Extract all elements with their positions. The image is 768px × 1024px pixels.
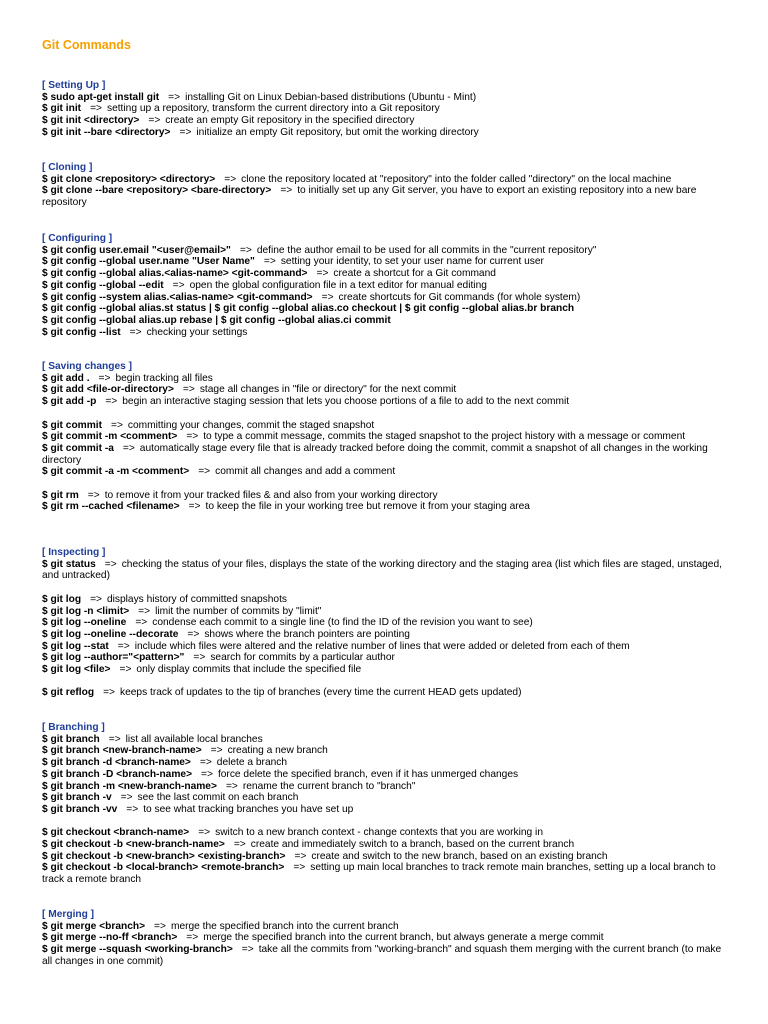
command-description: clone the repository located at "repository" into the folder called "directory" on the local machine xyxy=(241,173,672,185)
command-description: create shortcuts for Git commands (for whole system) xyxy=(338,291,581,303)
command-text: $ git merge <branch> xyxy=(42,920,146,932)
command-description: checking your settings xyxy=(146,326,248,338)
command-text: $ git checkout -b <new-branch-name> xyxy=(42,839,225,851)
arrow-separator: => xyxy=(198,827,211,839)
command-text: $ git config --global alias.st status | $ git config --global alias.co checkout | $ git config --global alias.br branch xyxy=(42,303,575,315)
command-text: $ git log --oneline --decorate xyxy=(42,628,179,640)
command-line xyxy=(42,745,732,757)
command-description: limit the number of commits by "limit" xyxy=(155,605,322,617)
command-description: create an empty Git repository in the specified directory xyxy=(165,115,415,127)
command-description: keeps track of updates to the tip of branches (every time the current HEAD gets updated) xyxy=(119,687,522,699)
command-line xyxy=(42,103,732,115)
command-text: $ git branch -vv xyxy=(42,803,118,815)
command-text: $ git add <file-or-directory> xyxy=(42,384,174,396)
command-description: merge the specified branch into the current branch, but always generate a merge commit xyxy=(203,932,604,944)
command-description: automatically stage every file that is already tracked before doing the commit, commit a snapshot of all changes in the working directory xyxy=(42,442,708,466)
arrow-separator: => xyxy=(280,185,293,197)
command-line xyxy=(42,303,732,315)
command-description: checking the status of your files, displays the state of the working directory and the staging area (list which files are staged, unstaged, and untracked) xyxy=(42,558,722,582)
command-line xyxy=(42,185,732,208)
arrow-separator: => xyxy=(105,396,118,408)
command-line xyxy=(42,384,732,396)
command-text: $ git log --oneline xyxy=(42,617,127,629)
arrow-separator: => xyxy=(87,489,100,501)
section xyxy=(42,361,732,513)
command-line xyxy=(42,245,732,257)
command-line xyxy=(42,734,732,746)
arrow-separator: => xyxy=(179,126,192,138)
arrow-separator: => xyxy=(241,944,254,956)
command-text: $ git config --global --edit xyxy=(42,279,164,291)
command-description: open the global configuration file in a text editor for manual editing xyxy=(189,279,487,291)
command-text: $ git config --global user.name "User Name" xyxy=(42,256,255,268)
command-description: to keep the file in your working tree but remove it from your staging area xyxy=(205,501,530,513)
command-description: switch to a new branch context - change contexts that you are working in xyxy=(215,827,543,839)
arrow-separator: => xyxy=(193,652,206,664)
arrow-separator: => xyxy=(186,431,199,443)
section xyxy=(42,547,732,699)
command-description: shows where the branch pointers are pointing xyxy=(204,628,410,640)
command-line xyxy=(42,617,732,629)
section-heading: [ Cloning ] xyxy=(42,162,93,173)
command-description: installing Git on Linux Debian-based distributions (Ubuntu - Mint) xyxy=(185,91,477,103)
command-text: $ git init xyxy=(42,103,82,115)
command-text: $ git clone --bare <repository> <bare-directory> xyxy=(42,185,272,197)
command-text: $ git init <directory> xyxy=(42,115,140,127)
command-text: $ git commit -m <comment> xyxy=(42,431,178,443)
command-text: $ git rm xyxy=(42,489,79,501)
command-text: $ git add . xyxy=(42,372,90,384)
command-text: $ git log xyxy=(42,593,82,605)
section xyxy=(42,722,732,886)
command-text: $ git config user.email "<user@email>" xyxy=(42,244,231,256)
command-description: see the last commit on each branch xyxy=(137,792,299,804)
command-text: $ git branch -d <branch-name> xyxy=(42,757,191,769)
command-description: merge the specified branch into the current branch xyxy=(170,920,399,932)
command-description: initialize an empty Git repository, but omit the working directory xyxy=(196,126,479,138)
command-description: search for commits by a particular author xyxy=(210,652,395,664)
command-description: creating a new branch xyxy=(227,745,328,757)
arrow-separator: => xyxy=(120,792,133,804)
command-text: $ git log <file> xyxy=(42,664,111,676)
command-line xyxy=(42,839,732,851)
command-description: to initially set up any Git server, you have to export an existing repository into a new bare repository xyxy=(42,185,697,209)
command-line xyxy=(42,501,732,513)
command-text: $ git commit -a xyxy=(42,442,114,454)
command-text: $ git checkout -b <local-branch> <remote-branch> xyxy=(42,862,285,874)
command-line xyxy=(42,373,732,385)
command-line xyxy=(42,292,732,304)
arrow-separator: => xyxy=(135,617,148,629)
spacer xyxy=(42,478,732,490)
command-line xyxy=(42,769,732,781)
command-line xyxy=(42,396,732,408)
command-line xyxy=(42,466,732,478)
command-line xyxy=(42,127,732,139)
command-description: committing your changes, commit the staged snapshot xyxy=(127,419,375,431)
arrow-separator: => xyxy=(122,442,135,454)
command-text: $ git log --author="<pattern>" xyxy=(42,652,185,664)
command-text: $ git config --system alias.<alias-name> <git-command> xyxy=(42,291,313,303)
arrow-separator: => xyxy=(293,862,306,874)
command-text: $ git config --global alias.<alias-name> <git-command> xyxy=(42,268,308,280)
command-line xyxy=(42,174,732,186)
arrow-separator: => xyxy=(224,173,237,185)
section-heading: [ Saving changes ] xyxy=(42,361,133,372)
arrow-separator: => xyxy=(154,920,166,932)
section-heading: [ Branching ] xyxy=(42,722,105,733)
command-line xyxy=(42,792,732,804)
command-description: delete a branch xyxy=(216,757,288,769)
command-text: $ git init --bare <directory> xyxy=(42,126,171,138)
command-text: $ git merge --squash <working-branch> xyxy=(42,944,233,956)
arrow-separator: => xyxy=(263,256,276,268)
spacer xyxy=(42,408,732,420)
arrow-separator: => xyxy=(148,115,161,127)
command-line xyxy=(42,944,732,967)
command-line xyxy=(42,92,732,104)
command-line xyxy=(42,280,732,292)
command-line xyxy=(42,827,732,839)
command-line xyxy=(42,781,732,793)
command-text: $ git commit xyxy=(42,419,103,431)
command-description: to type a commit message, commits the staged snapshot to the project history with a message or comment xyxy=(203,431,686,443)
arrow-separator: => xyxy=(138,605,151,617)
command-text: $ git status xyxy=(42,558,96,570)
arrow-separator: => xyxy=(187,628,200,640)
arrow-separator: => xyxy=(201,768,213,780)
command-line xyxy=(42,629,732,641)
spacer xyxy=(42,582,732,594)
command-text: $ git config --list xyxy=(42,326,121,338)
command-line xyxy=(42,804,732,816)
command-line xyxy=(42,664,732,676)
command-text: $ git branch -v xyxy=(42,792,112,804)
command-description: include which files were altered and the relative number of lines that were added or deleted from each of them xyxy=(134,640,630,652)
command-line xyxy=(42,443,732,466)
command-line xyxy=(42,851,732,863)
command-line xyxy=(42,315,732,327)
command-text: $ git clone <repository> <directory> xyxy=(42,173,216,185)
arrow-separator: => xyxy=(188,501,201,513)
command-description: setting your identity, to set your user name for current user xyxy=(280,256,544,268)
command-line xyxy=(42,757,732,769)
command-description: list all available local branches xyxy=(125,733,263,745)
command-description: define the author email to be used for all commits in the "current repository" xyxy=(256,244,597,256)
command-text: $ sudo apt-get install git xyxy=(42,91,160,103)
command-text: $ git commit -a -m <comment> xyxy=(42,466,190,478)
command-description: create a shortcut for a Git command xyxy=(333,268,496,280)
spacer xyxy=(42,676,732,688)
command-text: $ git branch <new-branch-name> xyxy=(42,745,202,757)
command-description: to remove it from your tracked files & and also from your working directory xyxy=(104,489,438,501)
arrow-separator: => xyxy=(186,932,199,944)
command-line xyxy=(42,490,732,502)
command-description: displays history of committed snapshots xyxy=(106,593,288,605)
command-description: create and switch to the new branch, based on an existing branch xyxy=(311,850,608,862)
command-line xyxy=(42,921,732,933)
command-description: commit all changes and add a comment xyxy=(215,466,396,478)
arrow-separator: => xyxy=(103,687,115,699)
arrow-separator: => xyxy=(111,419,123,431)
arrow-separator: => xyxy=(198,466,211,478)
command-description: rename the current branch to "branch" xyxy=(242,780,416,792)
command-text: $ git config --global alias.up rebase | $ git config --global alias.ci commit xyxy=(42,314,391,326)
command-text: $ git log -n <limit> xyxy=(42,605,130,617)
arrow-separator: => xyxy=(119,664,132,676)
command-description: condense each commit to a single line (to find the ID of the revision you want to see) xyxy=(152,617,533,629)
command-text: $ git log --stat xyxy=(42,640,109,652)
command-text: $ git branch -D <branch-name> xyxy=(42,768,193,780)
arrow-separator: => xyxy=(199,757,212,769)
command-text: $ git branch xyxy=(42,733,100,745)
arrow-separator: => xyxy=(321,291,334,303)
section-heading: [ Merging ] xyxy=(42,909,95,920)
command-line xyxy=(42,687,732,699)
section-heading: [ Inspecting ] xyxy=(42,547,106,558)
command-text: $ git rm --cached <filename> xyxy=(42,501,180,513)
command-line xyxy=(42,932,732,944)
command-line xyxy=(42,641,732,653)
command-description: create and immediately switch to a branch, based on the current branch xyxy=(250,839,575,851)
arrow-separator: => xyxy=(225,780,238,792)
command-text: $ git reflog xyxy=(42,687,95,699)
command-description: stage all changes in "file or directory" for the next commit xyxy=(199,384,457,396)
arrow-separator: => xyxy=(90,103,102,115)
arrow-separator: => xyxy=(294,850,307,862)
arrow-separator: => xyxy=(233,839,246,851)
section xyxy=(42,162,732,209)
arrow-separator: => xyxy=(210,745,223,757)
command-text: $ git checkout <branch-name> xyxy=(42,827,190,839)
section-heading: [ Configuring ] xyxy=(42,233,113,244)
command-description: begin an interactive staging session that lets you choose portions of a file to add to the next commit xyxy=(122,396,570,408)
command-line xyxy=(42,652,732,664)
arrow-separator: => xyxy=(98,372,111,384)
section-heading: [ Setting Up ] xyxy=(42,80,106,91)
section xyxy=(42,80,732,139)
section xyxy=(42,233,732,338)
command-line xyxy=(42,268,732,280)
command-description: to see what tracking branches you have set up xyxy=(143,803,354,815)
command-line xyxy=(42,862,732,885)
command-text: $ git merge --no-ff <branch> xyxy=(42,932,178,944)
command-text: $ git add -p xyxy=(42,396,97,408)
arrow-separator: => xyxy=(104,558,117,570)
arrow-separator: => xyxy=(172,279,185,291)
arrow-separator: => xyxy=(108,733,121,745)
arrow-separator: => xyxy=(126,803,139,815)
command-line xyxy=(42,327,732,339)
spacer xyxy=(42,816,732,828)
command-description: only display commits that include the specified file xyxy=(136,664,362,676)
command-line xyxy=(42,115,732,127)
command-description: setting up a repository, transform the current directory into a Git repository xyxy=(106,103,440,115)
arrow-separator: => xyxy=(117,640,130,652)
command-line xyxy=(42,431,732,443)
arrow-separator: => xyxy=(316,268,329,280)
arrow-separator: => xyxy=(168,91,181,103)
arrow-separator: => xyxy=(90,593,102,605)
command-description: take all the commits from "working-branch" and squash them merging with the current branch (to make all changes in one commit) xyxy=(42,944,722,967)
arrow-separator: => xyxy=(239,244,252,256)
command-text: $ git checkout -b <new-branch> <existing-branch> xyxy=(42,850,286,862)
command-line xyxy=(42,594,732,606)
command-line xyxy=(42,256,732,268)
command-line xyxy=(42,559,732,582)
section xyxy=(42,909,732,968)
command-line xyxy=(42,420,732,432)
command-description: setting up main local branches to track remote main branches, setting up a local branch to track a remote branch xyxy=(42,862,716,886)
arrow-separator: => xyxy=(182,384,195,396)
command-description: begin tracking all files xyxy=(115,372,213,384)
arrow-separator: => xyxy=(129,326,142,338)
command-line xyxy=(42,606,732,618)
document-title: Git Commands xyxy=(42,38,131,52)
command-description: force delete the specified branch, even if it has unmerged changes xyxy=(217,768,519,780)
command-text: $ git branch -m <new-branch-name> xyxy=(42,780,217,792)
